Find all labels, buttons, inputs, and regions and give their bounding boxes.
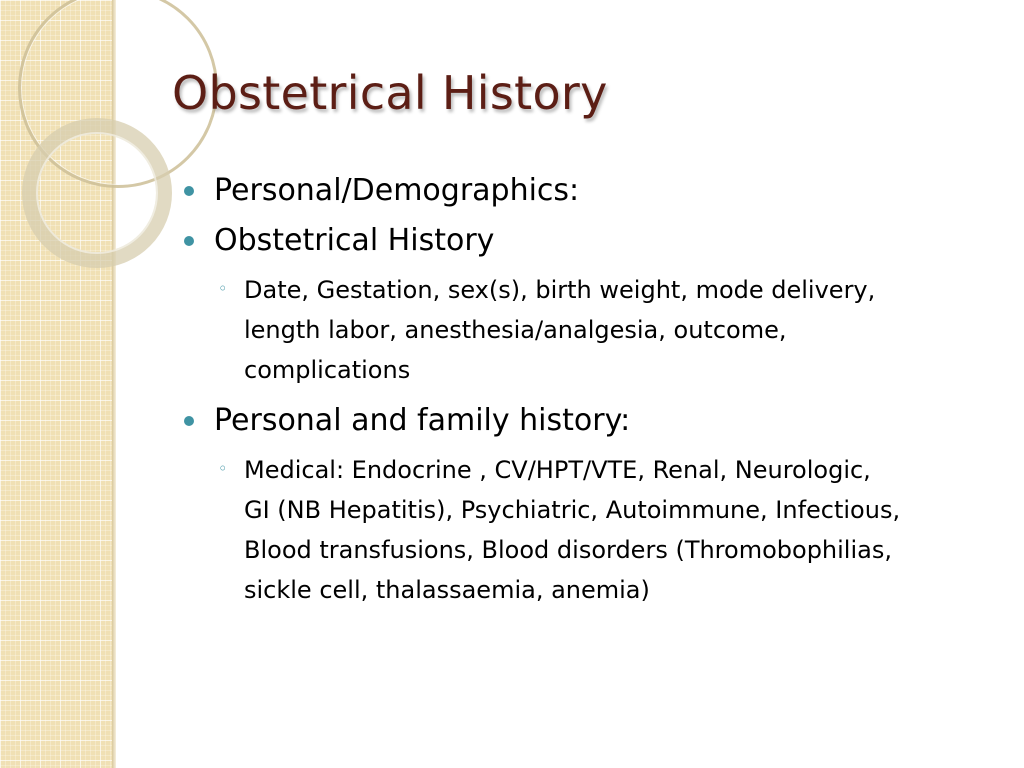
sub-bullet-text: Date, Gestation, sex(s), birth weight, mode delivery, length labor, anesthesia/analgesia, outcome, complications	[244, 276, 876, 384]
bullet-text: Obstetrical History	[214, 223, 495, 258]
hollow-circle-bullet-icon: ◦	[218, 279, 228, 298]
filled-circle-bullet-icon	[184, 236, 194, 246]
bullet-item-personal-demographics	[182, 166, 972, 216]
decorative-ring-small-highlight	[36, 132, 158, 254]
bullet-text: Personal/Demographics:	[214, 173, 580, 208]
hollow-circle-bullet-icon: ◦	[218, 459, 228, 478]
bullet-item-obstetrical-history	[182, 216, 972, 266]
sub-bullet-item-obstetric-details	[182, 270, 904, 390]
filled-circle-bullet-icon	[184, 186, 194, 196]
slide-title: Obstetrical History	[172, 66, 608, 120]
filled-circle-bullet-icon	[184, 416, 194, 426]
sub-bullet-text: Medical: Endocrine , CV/HPT/VTE, Renal, Neurologic, GI (NB Hepatitis), Psychiatric, Autoimmune, Infectious, Blood transfusions, Blood disorders (Thromobophilias, sickle cell, thalassaemia, anemia)	[244, 456, 901, 604]
bullet-text: Personal and family history:	[214, 403, 631, 438]
sub-bullet-item-medical-history	[182, 450, 904, 610]
slide-body	[182, 166, 972, 616]
bullet-item-personal-family-history	[182, 396, 972, 446]
